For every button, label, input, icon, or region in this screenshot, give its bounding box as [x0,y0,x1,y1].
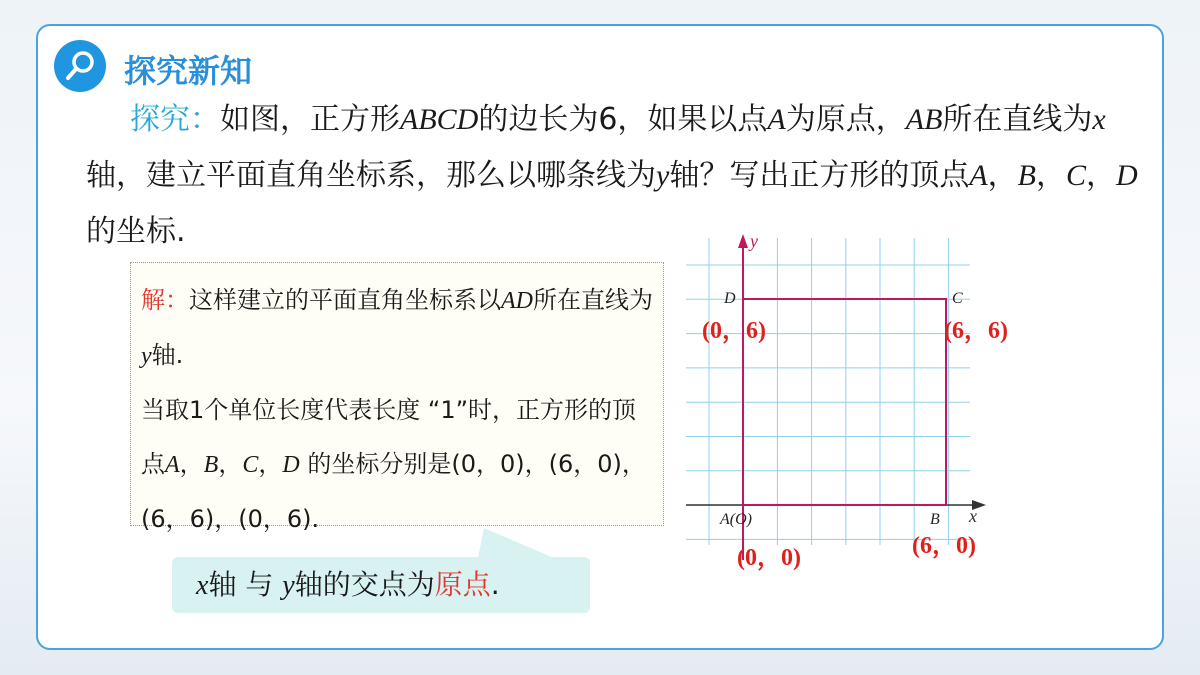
var-c: C [1065,159,1086,192]
separator: ， [987,158,1018,193]
var-b: B [203,452,219,478]
var-d: D [282,452,300,478]
solution-text-part: 的坐标分别是(0，0)，(6，0)，(6，6)，(0，6). [141,450,646,533]
point-label-c: C [952,290,963,307]
var-y: y [656,159,670,192]
var-abcd: ABCD [400,103,479,136]
problem-text-part: 所在直线为 [942,102,1093,137]
solution-text-part: 这样建立的平面直角坐标系以 [189,286,501,314]
point-label-b: B [930,511,940,528]
solution-lead: 解： [141,286,189,314]
problem-lead: 探究： [130,102,220,137]
separator: ， [218,450,243,478]
coord-label-d: (0，6) [702,318,766,344]
solution-text-part: 当取1个单位长度代表长度 “1”时，正方形的顶点 [141,396,637,478]
separator: ， [258,450,283,478]
var-ad: AD [501,288,533,314]
problem-text-part: 轴，建立平面直角坐标系，那么以哪条线为 [86,158,656,193]
var-y: y [282,570,295,601]
callout-text-part: 轴的交点为 [294,568,435,601]
y-axis-arrow [738,234,748,248]
var-c: C [242,452,259,478]
problem-text-part: 的坐标. [86,214,186,249]
var-y: y [141,343,152,369]
origin-highlight: 原点 [434,568,491,601]
separator: ， [1035,158,1066,193]
problem-text-part: 为原点， [785,102,906,137]
var-d: D [1116,159,1138,192]
point-label-d: D [724,290,736,307]
section-title: 探究新知 [124,52,253,90]
var-x: x [1092,103,1106,136]
separator: ， [179,450,204,478]
var-x: x [196,570,209,601]
coord-label-b: (6，0) [912,533,976,559]
coord-label-a: (0，0) [737,545,801,571]
axis-label-x: x [969,506,977,526]
var-a: A [165,452,180,478]
problem-text-part: 如图，正方形 [220,102,400,137]
callout-text-part: 轴 与 [208,568,283,601]
solution-text-part: 轴. [151,341,184,369]
problem-text-part: 的边长为6，如果以点 [478,102,768,137]
grid-lines [686,238,970,545]
var-b: B [1017,159,1036,192]
callout-text-part: . [490,568,500,601]
problem-text-part: 轴？写出正方形的顶点 [669,158,970,193]
axis-label-y: y [750,231,758,251]
point-label-a: A(O) [720,511,752,528]
solution-text-part: 所在直线为 [533,286,653,314]
coord-label-c: (6，6) [944,318,1008,344]
var-a: A [767,103,786,136]
var-ab: AB [905,103,943,136]
var-a: A [969,159,988,192]
separator: ， [1086,158,1116,193]
